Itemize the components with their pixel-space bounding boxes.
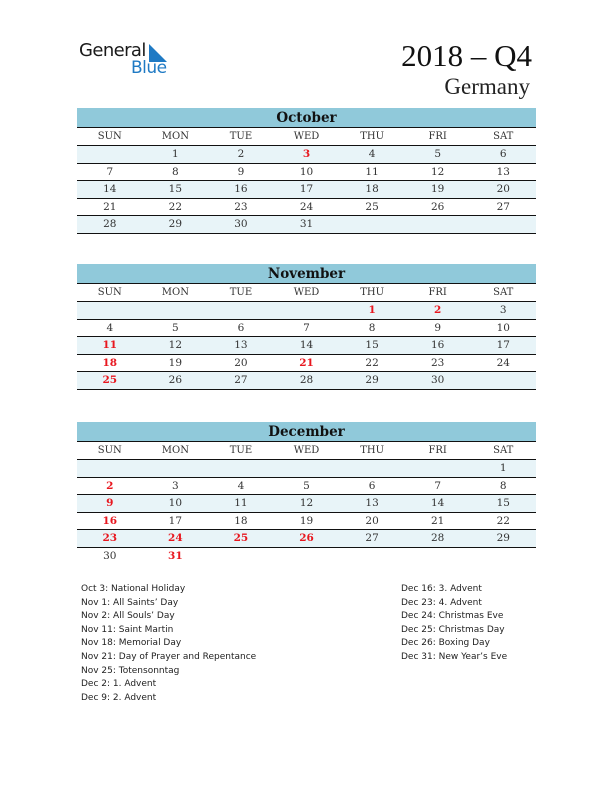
date-cell: 21 [430, 514, 445, 527]
date-cell: 9 [237, 165, 245, 178]
empty-cell [470, 216, 536, 233]
holiday-date-cell: 18 [102, 356, 118, 369]
weekday-label: SUN [97, 131, 122, 142]
weekday-label: THU [360, 287, 385, 298]
date-cell: 13 [365, 497, 379, 509]
date-cell: 19 [168, 356, 183, 369]
date-cell: 27 [496, 200, 510, 213]
week-row [77, 216, 536, 234]
holiday-note: Nov 25: Totensonntag [81, 665, 180, 676]
empty-cell [77, 146, 143, 163]
empty-cell [77, 302, 143, 319]
holiday-date-cell: 16 [102, 514, 118, 527]
date-cell: 15 [168, 183, 183, 195]
weekday-label: SAT [493, 131, 514, 142]
date-cell: 12 [430, 165, 445, 178]
holiday-date-cell: 2 [106, 479, 114, 492]
empty-cell [143, 460, 209, 477]
date-cell: 18 [365, 183, 379, 195]
weekday-label: SUN [97, 445, 122, 456]
month-calendar-december [77, 422, 536, 564]
date-cell: 19 [299, 514, 314, 527]
weekday-label: WED [293, 131, 320, 142]
holiday-date-cell: 26 [299, 532, 314, 544]
date-cell: 24 [496, 356, 510, 369]
holiday-note: Dec 26: Boxing Day [401, 638, 490, 649]
date-cell: 27 [365, 532, 379, 544]
week-row [77, 164, 536, 182]
date-cell: 10 [168, 497, 183, 509]
weekday-label: MON [161, 445, 189, 456]
holiday-date-cell: 11 [102, 339, 118, 351]
week-row [77, 478, 536, 496]
date-cell: 4 [106, 321, 114, 334]
date-cell: 31 [299, 218, 314, 230]
date-cell: 6 [499, 148, 507, 160]
date-cell: 7 [303, 321, 310, 334]
date-cell: 30 [430, 374, 445, 386]
date-cell: 8 [172, 165, 179, 178]
date-cell: 11 [234, 497, 248, 509]
date-cell: 17 [299, 183, 314, 195]
weekday-label: SAT [493, 445, 514, 456]
empty-cell [405, 460, 471, 477]
date-cell: 27 [234, 374, 248, 386]
holiday-date-cell: 3 [302, 148, 311, 160]
date-cell: 1 [499, 462, 507, 474]
date-cell: 14 [299, 339, 314, 351]
week-row [77, 372, 536, 390]
week-row [77, 337, 536, 355]
empty-cell [208, 460, 274, 477]
date-cell: 28 [430, 532, 445, 544]
month-title: November [77, 264, 536, 284]
empty-cell [274, 302, 340, 319]
date-cell: 10 [299, 165, 314, 178]
date-cell: 8 [499, 479, 507, 492]
date-cell: 15 [496, 497, 510, 509]
week-row [77, 460, 536, 478]
holiday-note: Nov 11: Saint Martin [81, 624, 174, 635]
date-cell: 6 [368, 479, 376, 492]
weekday-label: WED [293, 287, 320, 298]
date-cell: 24 [299, 200, 314, 213]
date-cell: 26 [430, 200, 445, 213]
weekday-label: THU [360, 445, 385, 456]
empty-cell [405, 548, 471, 565]
date-cell: 23 [430, 356, 445, 369]
date-cell: 25 [365, 200, 379, 213]
holiday-date-cell: 25 [102, 374, 118, 386]
date-cell: 30 [234, 218, 248, 230]
weekday-label: FRI [428, 287, 447, 298]
week-row [77, 302, 536, 320]
week-row [77, 320, 536, 338]
holiday-date-cell: 2 [434, 304, 442, 316]
empty-cell [470, 372, 536, 389]
holiday-note: Dec 2: 1. Advent [81, 679, 157, 690]
week-row [77, 146, 536, 164]
date-cell: 22 [168, 200, 183, 213]
date-cell: 18 [234, 514, 248, 527]
page-title: 2018 – Q4 [401, 38, 532, 73]
date-cell: 17 [496, 339, 510, 351]
holiday-date-cell: 9 [106, 497, 114, 509]
date-cell: 28 [299, 374, 314, 386]
date-cell: 5 [172, 321, 179, 334]
date-cell: 22 [496, 514, 510, 527]
week-row [77, 199, 536, 217]
date-cell: 2 [237, 148, 245, 160]
holiday-note: Oct 3: National Holiday [81, 584, 186, 594]
empty-cell [274, 548, 340, 565]
weekday-header-row [77, 442, 536, 460]
date-cell: 13 [234, 339, 248, 351]
logo-text-general: General [79, 40, 146, 61]
holiday-date-cell: 24 [168, 532, 183, 544]
logo-text-blue: Blue [131, 58, 167, 78]
date-cell: 5 [303, 479, 310, 492]
holiday-date-cell: 1 [368, 304, 376, 316]
empty-cell [339, 460, 405, 477]
week-row [77, 181, 536, 199]
date-cell: 10 [496, 321, 510, 334]
date-cell: 14 [430, 497, 445, 509]
holiday-note: Dec 31: New Year’s Eve [401, 651, 508, 662]
country-name: Germany [444, 74, 530, 99]
date-cell: 21 [103, 200, 117, 213]
holiday-date-cell: 21 [299, 356, 314, 369]
weekday-label: TUE [229, 445, 253, 456]
date-cell: 14 [103, 183, 117, 195]
holiday-note: Dec 23: 4. Advent [401, 597, 482, 608]
holiday-note: Dec 16: 3. Advent [401, 584, 482, 594]
date-cell: 29 [496, 532, 510, 544]
week-row [77, 495, 536, 513]
week-row [77, 355, 536, 373]
holiday-note: Dec 25: Christmas Day [401, 624, 505, 635]
empty-cell [77, 460, 143, 477]
month-calendar-november [77, 264, 536, 390]
date-cell: 29 [365, 374, 379, 386]
holiday-date-cell: 31 [168, 549, 183, 562]
date-cell: 23 [234, 200, 248, 213]
weekday-label: THU [360, 131, 385, 142]
weekday-label: SUN [97, 287, 122, 298]
weekday-label: MON [161, 287, 189, 298]
date-cell: 22 [365, 356, 379, 369]
weekday-label: FRI [428, 445, 447, 456]
weekday-label: SAT [493, 287, 514, 298]
date-cell: 5 [434, 148, 442, 160]
holiday-note: Dec 9: 2. Advent [81, 692, 157, 703]
empty-cell [208, 548, 274, 565]
empty-cell [405, 216, 471, 233]
date-cell: 3 [499, 304, 507, 316]
empty-cell [470, 548, 536, 565]
date-cell: 13 [496, 165, 510, 178]
date-cell: 20 [234, 356, 248, 369]
holiday-note: Nov 18: Memorial Day [81, 638, 182, 649]
date-cell: 1 [172, 148, 179, 160]
weekday-header-row [77, 284, 536, 302]
date-cell: 9 [434, 321, 442, 334]
date-cell: 4 [368, 148, 376, 160]
date-cell: 7 [106, 165, 114, 178]
weekday-label: TUE [229, 131, 253, 142]
date-cell: 6 [237, 321, 245, 334]
empty-cell [339, 548, 405, 565]
date-cell: 4 [237, 479, 245, 492]
date-cell: 15 [365, 339, 379, 351]
weekday-label: FRI [428, 131, 447, 142]
month-calendar-october [77, 108, 536, 234]
generalblue-logo [79, 40, 179, 80]
month-title: December [77, 422, 536, 442]
date-cell: 16 [430, 339, 445, 351]
empty-cell [274, 460, 340, 477]
date-cell: 3 [172, 479, 179, 492]
date-cell: 26 [168, 374, 183, 386]
date-cell: 17 [168, 514, 183, 527]
holiday-note: Nov 2: All Souls’ Day [81, 611, 175, 622]
weekday-label: TUE [229, 287, 253, 298]
week-row [77, 513, 536, 531]
holiday-note: Dec 24: Christmas Eve [401, 611, 504, 622]
date-cell: 12 [168, 339, 183, 351]
date-cell: 7 [434, 479, 442, 492]
date-cell: 11 [365, 165, 379, 178]
date-cell: 28 [103, 218, 117, 230]
holiday-date-cell: 23 [102, 532, 118, 544]
date-cell: 8 [368, 321, 376, 334]
week-row [77, 530, 536, 548]
holiday-note: Nov 21: Day of Prayer and Repentance [81, 651, 257, 662]
date-cell: 20 [365, 514, 379, 527]
month-title: October [77, 108, 536, 128]
date-cell: 29 [168, 218, 183, 230]
date-cell: 12 [299, 497, 314, 509]
weekday-header-row [77, 128, 536, 146]
holiday-date-cell: 25 [233, 532, 249, 544]
weekday-label: WED [293, 445, 320, 456]
holiday-list-right [401, 583, 507, 665]
date-cell: 30 [103, 549, 117, 562]
empty-cell [339, 216, 405, 233]
date-cell: 20 [496, 183, 510, 195]
date-cell: 19 [430, 183, 445, 195]
empty-cell [208, 302, 274, 319]
weekday-label: MON [161, 131, 189, 142]
holiday-list-left [81, 583, 256, 705]
date-cell: 16 [234, 183, 248, 195]
holiday-note: Nov 1: All Saints’ Day [81, 597, 179, 608]
empty-cell [143, 302, 209, 319]
week-row [77, 548, 536, 565]
